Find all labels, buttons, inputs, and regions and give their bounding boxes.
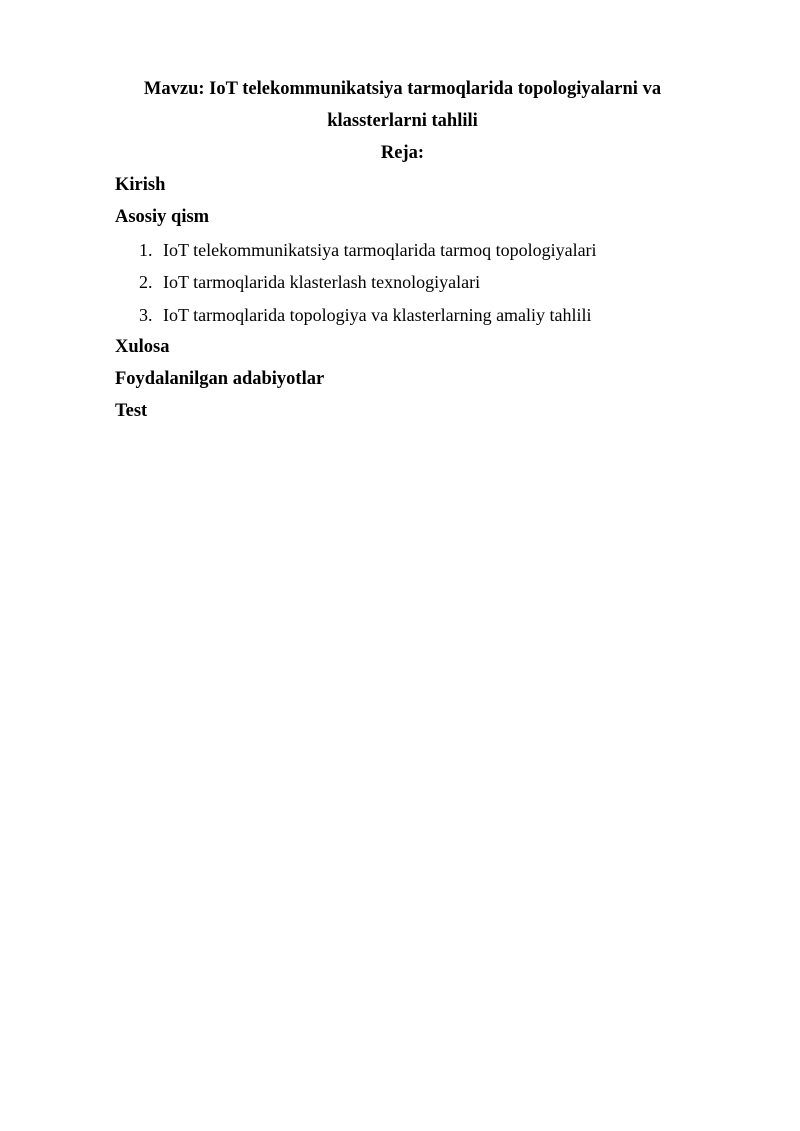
list-item bbox=[139, 266, 480, 298]
list-item-number: 2. bbox=[139, 272, 153, 292]
title-line-1: Mavzu: IoT telekommunikatsiya tarmoqlarida topologiyalarni va bbox=[143, 79, 662, 99]
section-intro: Kirish bbox=[115, 175, 166, 195]
title-line-2: klassterlarni tahlili bbox=[327, 111, 478, 131]
list-item-text: IoT telekommunikatsiya tarmoqlarida tarmoq topologiyalari bbox=[163, 240, 597, 260]
list-item-number: 3. bbox=[139, 305, 153, 325]
section-references: Foydalanilgan adabiyotlar bbox=[115, 369, 325, 389]
section-conclusion: Xulosa bbox=[115, 337, 170, 357]
list-item-text: IoT tarmoqlarida topologiya va klasterlarning amaliy tahlili bbox=[163, 305, 592, 325]
list-item bbox=[139, 234, 597, 266]
list-item-text: IoT tarmoqlarida klasterlash texnologiyalari bbox=[163, 272, 481, 292]
section-main: Asosiy qism bbox=[115, 207, 210, 227]
section-test: Test bbox=[115, 401, 148, 421]
document-title bbox=[115, 73, 690, 137]
plan-heading: Reja: bbox=[380, 143, 425, 163]
list-item bbox=[139, 299, 592, 331]
list-item-number: 1. bbox=[139, 240, 153, 260]
